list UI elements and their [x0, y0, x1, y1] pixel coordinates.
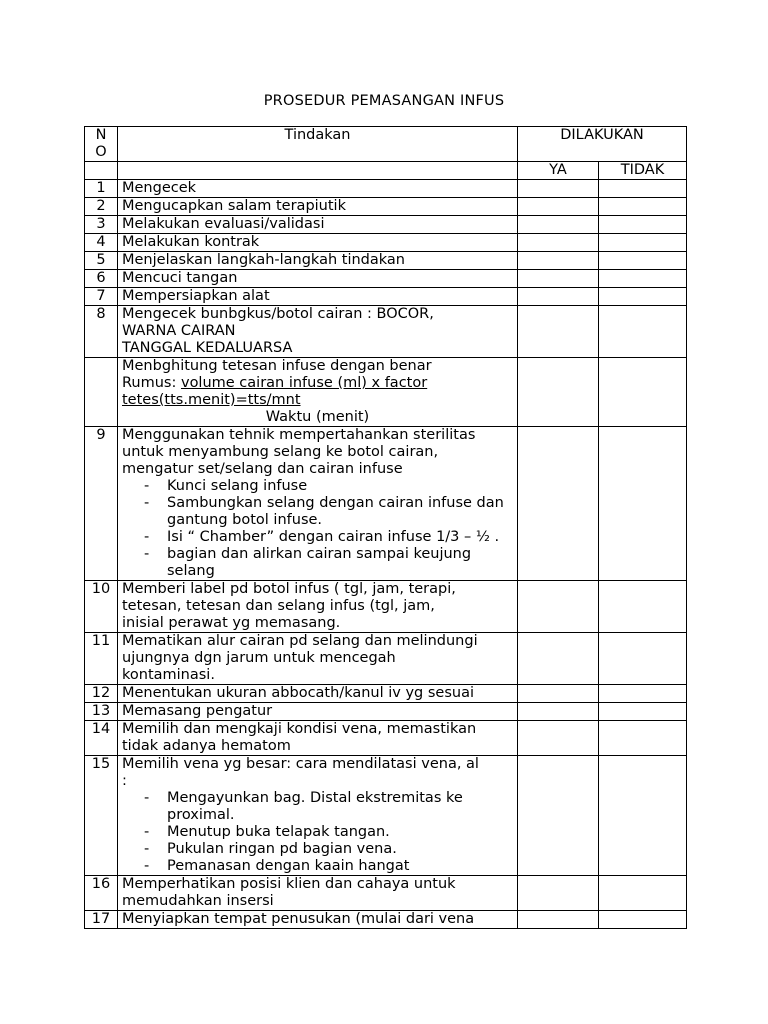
row-tindakan — [118, 427, 518, 581]
row-number: 5 — [85, 252, 118, 270]
check-ya[interactable] — [518, 288, 599, 306]
check-tidak[interactable] — [599, 216, 687, 234]
table-row — [85, 180, 687, 198]
sub-step-list — [122, 478, 513, 580]
row-number: 1 — [85, 180, 118, 198]
list-item: - Isi “ Chamber” dengan cairan infuse 1/3 – ½ . — [144, 529, 513, 546]
table-row — [85, 756, 687, 876]
table-row — [85, 581, 687, 633]
table-row — [85, 252, 687, 270]
check-tidak[interactable] — [599, 633, 687, 685]
row-text: Memilih vena yg besar: cara mendilatasi vena, al : — [122, 756, 479, 789]
check-ya[interactable] — [518, 721, 599, 756]
row-tindakan — [118, 703, 518, 721]
check-ya[interactable] — [518, 180, 599, 198]
row-number: 11 — [85, 633, 118, 685]
check-ya[interactable] — [518, 703, 599, 721]
row-tindakan — [118, 180, 518, 198]
check-tidak[interactable] — [599, 721, 687, 756]
table-row — [85, 198, 687, 216]
sub-step-list — [122, 790, 513, 875]
row-text: Mempersiapkan alat — [122, 288, 270, 304]
table-row — [85, 911, 687, 929]
row-number: 8 — [85, 306, 118, 358]
row-text: Memasang pengatur — [122, 703, 273, 719]
table-row — [85, 216, 687, 234]
check-ya[interactable] — [518, 306, 599, 358]
check-ya[interactable] — [518, 756, 599, 876]
table-row — [85, 270, 687, 288]
row-tindakan — [118, 911, 518, 929]
check-tidak[interactable] — [599, 252, 687, 270]
row-text: Mengecek — [122, 180, 197, 196]
row-number: 9 — [85, 427, 118, 581]
check-ya[interactable] — [518, 234, 599, 252]
row-number: 7 — [85, 288, 118, 306]
check-tidak[interactable] — [599, 427, 687, 581]
row-text: Mengucapkan salam terapiutik — [122, 198, 346, 214]
procedure-table — [84, 126, 687, 929]
check-ya[interactable] — [518, 270, 599, 288]
row-number: 2 — [85, 198, 118, 216]
row-tindakan — [118, 756, 518, 876]
row-tindakan — [118, 216, 518, 234]
check-ya[interactable] — [518, 358, 599, 427]
check-ya[interactable] — [518, 876, 599, 911]
row-number: 3 — [85, 216, 118, 234]
row-text: Menggunakan tehnik mempertahankan sterilitas untuk menyambung selang ke botol cairan, mengatur set/selang dan cairan infuse — [122, 427, 476, 477]
check-tidak[interactable] — [599, 876, 687, 911]
check-tidak[interactable] — [599, 270, 687, 288]
check-tidak[interactable] — [599, 756, 687, 876]
check-tidak[interactable] — [599, 180, 687, 198]
row-tindakan — [118, 876, 518, 911]
list-item: - Menutup buka telapak tangan. — [144, 824, 513, 841]
table-row — [85, 876, 687, 911]
row-number: 6 — [85, 270, 118, 288]
row-text: Mematikan alur cairan pd selang dan melindungi ujungnya dgn jarum untuk mencegah kontaminasi. — [122, 633, 478, 683]
row-number: 10 — [85, 581, 118, 633]
row-tindakan — [118, 685, 518, 703]
row-text: Memperhatikan posisi klien dan cahaya untuk memudahkan insersi — [122, 876, 456, 909]
row-tindakan — [118, 721, 518, 756]
row-text: Mengecek bunbgkus/botol cairan : BOCOR, WARNA CAIRAN TANGGAL KEDALUARSA — [122, 306, 434, 356]
table-row — [85, 685, 687, 703]
table-row — [85, 306, 687, 358]
table-row — [85, 288, 687, 306]
check-tidak[interactable] — [599, 703, 687, 721]
table-row — [85, 358, 687, 427]
header-dilakukan: DILAKUKAN — [518, 127, 687, 162]
formula-intro: Menbghitung tetesan infuse dengan benar — [122, 358, 432, 374]
check-ya[interactable] — [518, 633, 599, 685]
header-tindakan: Tindakan — [118, 127, 518, 162]
row-tindakan — [118, 270, 518, 288]
check-tidak[interactable] — [599, 911, 687, 929]
row-number: 4 — [85, 234, 118, 252]
check-ya[interactable] — [518, 427, 599, 581]
row-text: Menyiapkan tempat penusukan (mulai dari vena — [122, 911, 475, 927]
table-row — [85, 703, 687, 721]
list-item: - Pukulan ringan pd bagian vena. — [144, 841, 513, 858]
row-tindakan — [118, 234, 518, 252]
row-number: 12 — [85, 685, 118, 703]
row-number: 14 — [85, 721, 118, 756]
check-ya[interactable] — [518, 685, 599, 703]
formula-numerator: volume cairan infuse (ml) x factor tetes(tts.menit)=tts/mnt — [122, 375, 428, 408]
row-tindakan — [118, 252, 518, 270]
table-row — [85, 633, 687, 685]
row-tindakan — [118, 288, 518, 306]
check-tidak[interactable] — [599, 288, 687, 306]
row-text: Menjelaskan langkah-langkah tindakan — [122, 252, 405, 268]
row-number: 16 — [85, 876, 118, 911]
row-number — [85, 358, 118, 427]
formula-line — [122, 375, 513, 409]
row-number: 17 — [85, 911, 118, 929]
check-ya[interactable] — [518, 216, 599, 234]
header-ya: YA — [518, 162, 599, 180]
row-tindakan — [118, 581, 518, 633]
row-number: 13 — [85, 703, 118, 721]
row-text: Mencuci tangan — [122, 270, 238, 286]
header-tidak: TIDAK — [599, 162, 687, 180]
row-tindakan — [118, 306, 518, 358]
check-ya[interactable] — [518, 581, 599, 633]
check-tidak[interactable] — [599, 581, 687, 633]
check-ya[interactable] — [518, 911, 599, 929]
check-tidak[interactable] — [599, 358, 687, 427]
row-text: Melakukan evaluasi/validasi — [122, 216, 325, 232]
check-ya[interactable] — [518, 252, 599, 270]
table-row — [85, 234, 687, 252]
row-tindakan — [118, 358, 518, 427]
list-item: - Mengayunkan bag. Distal ekstremitas ke proximal. — [144, 790, 513, 824]
list-item: - bagian dan alirkan cairan sampai keujung selang — [144, 546, 513, 580]
row-text: Menentukan ukuran abbocath/kanul iv yg sesuai — [122, 685, 474, 701]
formula-denominator: Waktu (menit) — [265, 409, 370, 425]
list-item: - Pemanasan dengan kaain hangat — [144, 858, 513, 875]
check-tidak[interactable] — [599, 198, 687, 216]
table-row — [85, 721, 687, 756]
check-tidak[interactable] — [599, 234, 687, 252]
header-no: N O — [85, 127, 118, 162]
check-ya[interactable] — [518, 198, 599, 216]
row-number: 15 — [85, 756, 118, 876]
list-item: - Sambungkan selang dengan cairan infuse dan gantung botol infuse. — [144, 495, 513, 529]
row-text: Memilih dan mengkaji kondisi vena, memastikan tidak adanya hematom — [122, 721, 477, 754]
check-tidak[interactable] — [599, 306, 687, 358]
row-tindakan — [118, 633, 518, 685]
row-tindakan — [118, 198, 518, 216]
check-tidak[interactable] — [599, 685, 687, 703]
row-text: Memberi label pd botol infus ( tgl, jam, terapi, tetesan, tetesan dan selang infus (tgl, jam, inisial perawat yg memasang. — [122, 581, 456, 631]
list-item: - Kunci selang infuse — [144, 478, 513, 495]
formula-label: Rumus: — [122, 375, 181, 391]
page-title: PROSEDUR PEMASANGAN INFUS — [263, 93, 505, 109]
row-text: Melakukan kontrak — [122, 234, 260, 250]
table-row — [85, 427, 687, 581]
